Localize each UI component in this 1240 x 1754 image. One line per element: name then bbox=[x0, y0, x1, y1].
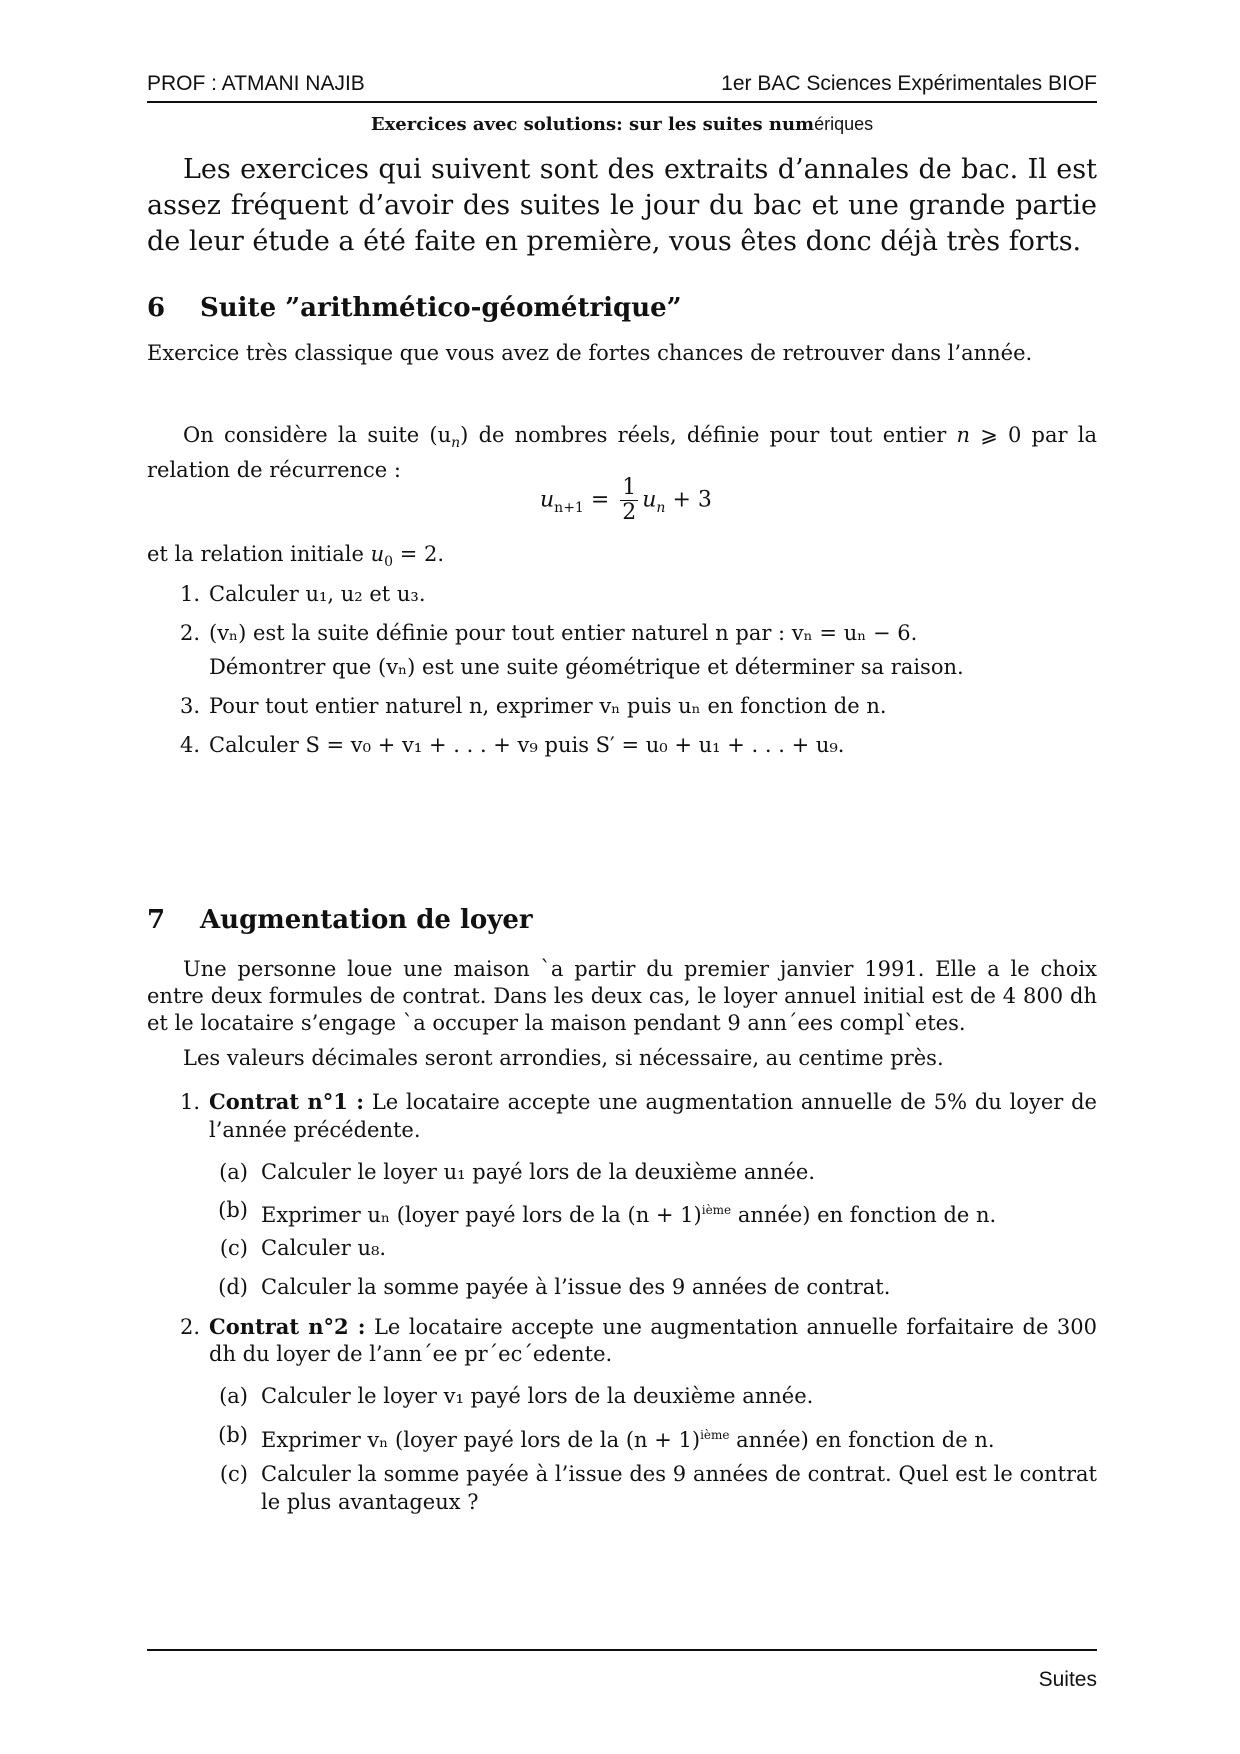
list-item: (a) Calculer le loyer v₁ payé lors de la deuxième année. bbox=[219, 1384, 814, 1408]
list-item: (b) Exprimer vₙ (loyer payé lors de la $(n + 1)^{ième}$ année) en fonction de n. bbox=[218, 1423, 995, 1452]
header-class: 1er BAC Sciences Expérimentales BIOF bbox=[721, 72, 1097, 95]
list-item: 2. (vₙ) est la suite définie pour tout entier naturel n par : vₙ = uₙ − 6. Démontrer que (vₙ) est une suite géométrique et déterminer sa raison. bbox=[179, 621, 964, 679]
list-item: (b) Exprimer uₙ (loyer payé lors de la $(n + 1)^{ième}$ année) en fonction de n. bbox=[218, 1198, 997, 1227]
list-item: (d) Calculer la somme payée à l’issue des 9 années de contrat. bbox=[218, 1275, 891, 1299]
section-6-heading bbox=[147, 293, 682, 323]
section-7-title: Augmentation de loyer bbox=[200, 905, 533, 935]
initial-condition: et la relation initiale $u_0 = 2$. bbox=[147, 542, 445, 571]
list-item: 3. Pour tout entier naturel n, exprimer vₙ puis uₙ en fonction de n. bbox=[179, 694, 887, 718]
section-7-rounding-note: Les valeurs décimales seront arrondies, si nécessaire, au centime près. bbox=[183, 1046, 944, 1070]
header-rule bbox=[147, 101, 1097, 103]
footer-rule bbox=[147, 1649, 1097, 1651]
list-item: (c) Calculer u₈. bbox=[219, 1236, 387, 1260]
list-item: (a) Calculer le loyer u₁ payé lors de la deuxième année. bbox=[219, 1160, 815, 1184]
list-item: 1. Calculer u₁, u₂ et u₃. bbox=[179, 582, 426, 606]
document-subtitle bbox=[147, 114, 1097, 135]
section-7-heading bbox=[147, 905, 533, 935]
subtitle-tail: ériques bbox=[814, 114, 874, 134]
contract-2: 2. Contrat n°2 : Le locataire accepte une augmentation annuelle forfaitaire de 300 dh du loyer de l’ann´ee pr´ec´edente. bbox=[179, 1314, 1097, 1366]
intro-paragraph: Les exercices qui suivent sont des extraits d’annales de bac. Il est assez fréquent d’avoir des suites le jour du bac et une grande partie de leur étude a été faite en première, vous êtes donc déjà très forts. bbox=[147, 154, 1097, 257]
section-6-lead: Exercice très classique que vous avez de fortes chances de retrouver dans l’année. bbox=[147, 341, 1033, 365]
recurrence-equation: $u_{n+1}$ = $\frac{1}{2}$ $u_n + 3$ bbox=[540, 475, 712, 525]
page-footer: Suites bbox=[1038, 1668, 1097, 1691]
contract-1: 1. Contrat n°1 : Le locataire accepte une augmentation annuelle de 5% du loyer de l’année précédente. bbox=[179, 1089, 1097, 1142]
fraction-one-half: $\frac{1}{2}$ bbox=[622, 475, 637, 525]
section-6-title: Suite ”arithmético-géométrique” bbox=[200, 293, 682, 323]
subtitle-main: Exercices avec solutions: sur les suites num bbox=[370, 114, 815, 135]
header-author: PROF : ATMANI NAJIB bbox=[147, 72, 365, 95]
section-7-number: 7 bbox=[147, 905, 166, 935]
section-7-paragraph: Une personne loue une maison `a partir du premier janvier 1991. Elle a le choix entre deux formules de contrat. Dans les deux cas, le loyer annuel initial est de 4 800 dh et le locataire s’engage `a occuper la maison pendant 9 ann´ees compl`etes. bbox=[147, 957, 1097, 1035]
section-6-number: 6 bbox=[147, 293, 166, 323]
list-item: (c) Calculer la somme payée à l’issue des 9 années de contrat. Quel est le contrat le plus avantageux ? bbox=[219, 1462, 1097, 1514]
list-item: 4. Calculer S = v₀ + v₁ + . . . + v₉ puis S′ = u₀ + u₁ + . . . + u₉. bbox=[179, 733, 845, 757]
page-header bbox=[147, 72, 1097, 100]
section-6-definition: On considère la suite $(u_n)$ de nombres réels, définie pour tout entier n ⩾ 0 par la relation de récurrence : bbox=[147, 423, 1097, 483]
